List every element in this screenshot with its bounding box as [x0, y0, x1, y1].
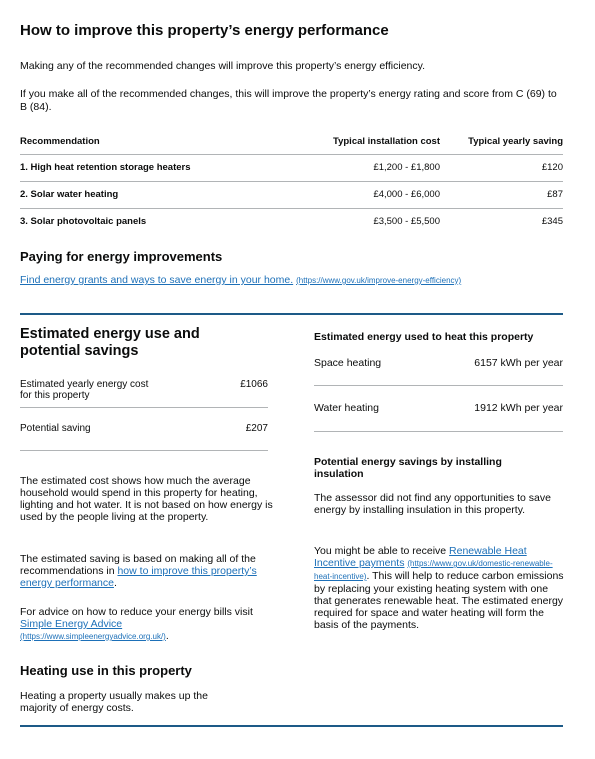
- rec-saving: £345: [541, 216, 563, 228]
- table-header-row: [20, 130, 563, 154]
- space-heating-label: Space heating: [314, 357, 382, 369]
- insulation-para2: [314, 545, 566, 631]
- rhi-link[interactable]: Renewable Heat Incentive payments: [314, 545, 527, 569]
- simple-energy-advice-link[interactable]: Simple Energy Advice: [20, 618, 123, 630]
- potential-saving-label: Potential saving: [20, 423, 91, 434]
- simple-energy-advice-url[interactable]: (https://www.simpleenergyadvice.org.uk/): [20, 632, 166, 641]
- rec-cost: £4,000 - £6,000: [290, 181, 440, 208]
- water-heating-value: 1912 kWh per year: [474, 402, 563, 414]
- yearly-cost-label: Estimated yearly energy cost for this property: [20, 379, 149, 401]
- rec-name: 1. High heat retention storage heaters: [20, 154, 290, 181]
- table-row: [20, 181, 563, 208]
- rec-name: 2. Solar water heating: [20, 181, 290, 208]
- estimated-para1: The estimated cost shows how much the average household would spend in this property for heating, lighting and hot water. It is not based on how energy is used by the people living at the property.: [20, 475, 273, 523]
- paying-title: Paying for energy improvements: [20, 249, 223, 264]
- para2-post: .: [113, 577, 117, 589]
- rec-saving: £120: [440, 154, 563, 181]
- col-install-cost: Typical installation cost: [290, 130, 440, 154]
- space-heating-value: 6157 kWh per year: [474, 357, 563, 369]
- rec-name: 3. Solar photovoltaic panels: [20, 216, 147, 228]
- divider: [314, 385, 563, 386]
- table-row: [20, 208, 563, 235]
- heating-use-text: Heating a property usually makes up the majority of energy costs.: [20, 690, 208, 714]
- rec-cost: £1,200 - £1,800: [290, 154, 440, 181]
- summary-text: If you make all of the recommended changes, this will improve the property’s energy rating and score from C (69) to B (84).: [20, 88, 557, 113]
- insulation-para1: The assessor did not find any opportunities to save energy by installing insulation in this property.: [314, 492, 551, 516]
- estimated-para3: [20, 606, 278, 643]
- table-row: [20, 154, 563, 181]
- ins-para2-post: . This will help to reduce carbon emissions by replacing your existing heating system with one that generates renewable heat. The estimated energy required for space and water heating will form the basis of the payments.: [314, 570, 564, 631]
- divider: [20, 407, 268, 408]
- section-title: How to improve this property’s energy performance: [20, 22, 389, 39]
- col-recommendation: Recommendation: [20, 130, 290, 154]
- improve-performance-link[interactable]: how to improve this property’s energy performance: [20, 565, 257, 589]
- estimated-para2: [20, 553, 275, 589]
- energy-grants-url[interactable]: (https://www.gov.uk/improve-energy-efficiency): [296, 276, 462, 285]
- para2-pre: The estimated saving is based on making all of the recommendations in: [20, 553, 256, 577]
- section-divider-bottom: [20, 725, 563, 727]
- recommendations-table: [20, 130, 563, 235]
- col-yearly-saving: Typical yearly saving: [440, 130, 563, 154]
- ins-para2-pre: You might be able to receive: [314, 545, 450, 557]
- yearly-cost-value: £1066: [240, 379, 268, 390]
- rec-cost: £3,500 - £5,500: [373, 216, 440, 228]
- para3-pre: For advice on how to reduce your energy bills visit: [20, 606, 253, 618]
- intro-text: Making any of the recommended changes will improve this property’s energy efficiency.: [20, 60, 426, 72]
- paying-link-line: [20, 274, 461, 286]
- estimated-title: Estimated energy use and potential savings: [20, 326, 200, 359]
- divider: [20, 450, 268, 451]
- rec-saving: £87: [440, 181, 563, 208]
- energy-grants-link[interactable]: Find energy grants and ways to save energy in your home.: [20, 274, 294, 286]
- water-heating-label: Water heating: [314, 402, 379, 414]
- potential-saving-value: £207: [245, 423, 268, 434]
- insulation-title: Potential energy savings by installing insulation: [314, 456, 502, 480]
- para3-post: .: [165, 630, 169, 642]
- heat-title: Estimated energy used to heat this property: [314, 331, 534, 343]
- divider: [314, 431, 563, 432]
- rhi-url[interactable]: (https://www.gov.uk/domestic-renewable-heat-incentive): [314, 559, 553, 581]
- section-divider: [20, 313, 563, 315]
- heating-use-title: Heating use in this property: [20, 663, 192, 678]
